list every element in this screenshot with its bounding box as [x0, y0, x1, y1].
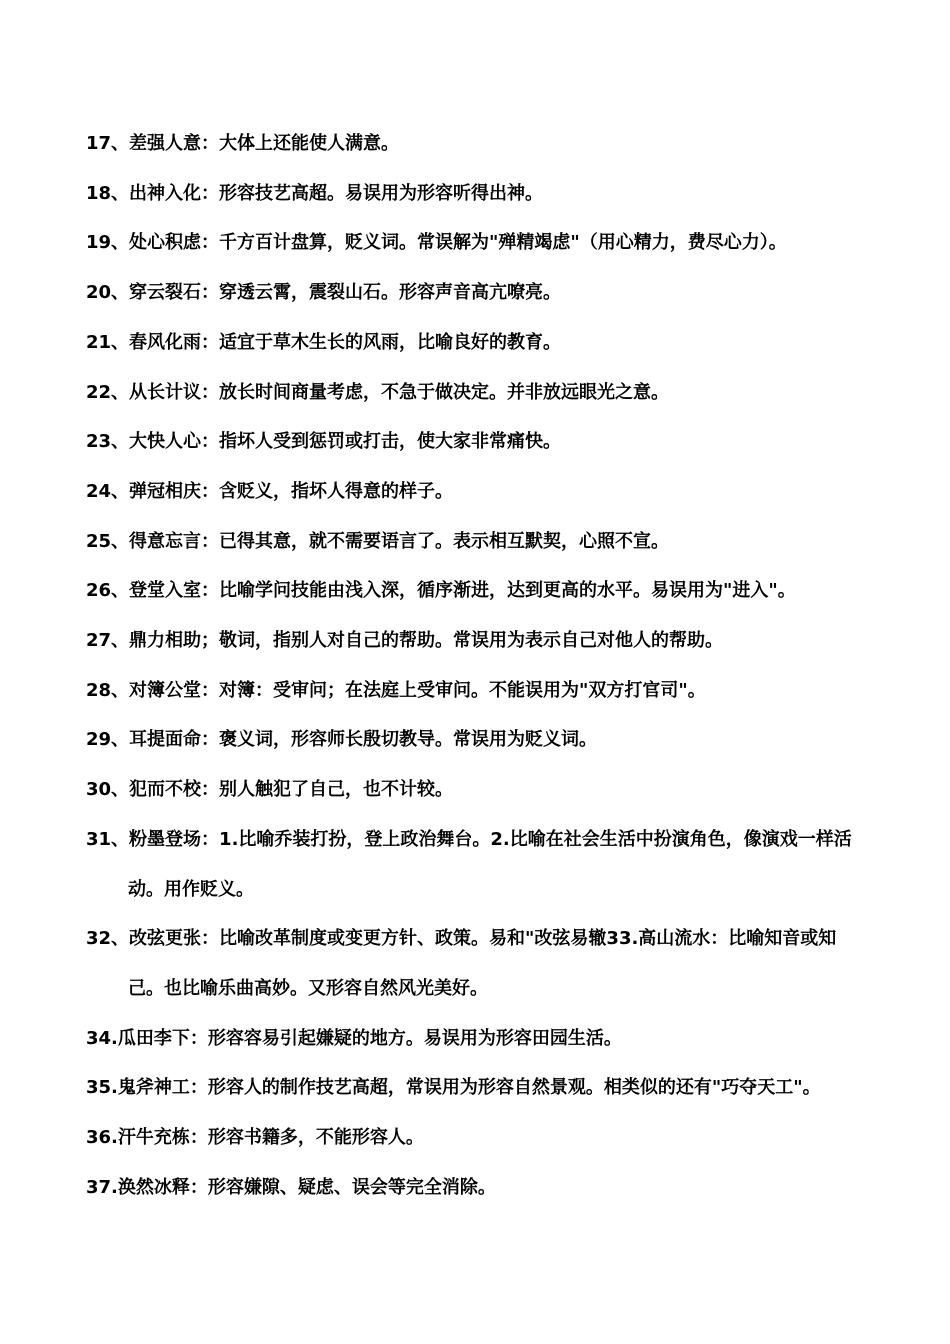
list-item: 27、鼎力相助；敬词，指别人对自己的帮助。常误用为表示自己对他人的帮助。: [86, 630, 724, 652]
list-item: 18、出神入化：形容技艺高超。易误用为形容听得出神。: [86, 182, 544, 204]
list-item: 34.瓜田李下：形容容易引起嫌疑的地方。易误用为形容田园生活。: [86, 1027, 622, 1049]
list-item: 35.鬼斧神工：形容人的制作技艺高超，常误用为形容自然景观。相类似的还有"巧夺天工"。: [86, 1077, 821, 1099]
list-item: 31、粉墨登场：1.比喻乔装打扮，登上政治舞台。2.比喻在社会生活中扮演角色，像演戏一样活动。用作贬义。: [86, 828, 852, 900]
list-item: 17、差强人意：大体上还能使人满意。: [86, 133, 400, 154]
list-item: 22、从长计议：放长时间商量考虑，不急于做决定。并非放远眼光之意。: [86, 381, 670, 403]
list-item: 19、处心积虑：千方百计盘算，贬义词。常误解为"殚精竭虑"（用心精力，费尽心力）。: [86, 232, 787, 254]
idiom-list: [86, 119, 858, 1212]
list-item: 29、耳提面命：褒义词，形容师长殷切教导。常误用为贬义词。: [86, 729, 598, 751]
list-item: 20、穿云裂石：穿透云霄，震裂山石。形容声音高亢嘹亮。: [86, 282, 562, 304]
list-item: 36.汗牛充栋：形容书籍多，不能形容人。: [86, 1127, 424, 1149]
list-item: 37.涣然冰释：形容嫌隙、疑虑、误会等完全消除。: [86, 1176, 496, 1198]
list-item: 26、登堂入室：比喻学问技能由浅入深，循序渐进，达到更高的水平。易误用为"进入"。: [86, 580, 796, 602]
list-item: 24、弹冠相庆：含贬义，指坏人得意的样子。: [86, 480, 454, 502]
list-item: 23、大快人心：指坏人受到惩罚或打击，使大家非常痛快。: [86, 431, 562, 453]
list-item: 25、得意忘言：已得其意，就不需要语言了。表示相互默契，心照不宣。: [86, 530, 670, 552]
list-item: 21、春风化雨：适宜于草木生长的风雨，比喻良好的教育。: [86, 331, 562, 353]
list-item: 28、对簿公堂：对簿：受审问；在法庭上受审问。不能误用为"双方打官司"。: [86, 679, 706, 701]
list-item: 32、改弦更张：比喻改革制度或变更方针、政策。易和"改弦易辙33.高山流水：比喻知音或知己。也比喻乐曲高妙。又形容自然风光美好。: [86, 928, 837, 999]
list-item: 30、犯而不校：别人触犯了自己，也不计较。: [86, 779, 454, 801]
